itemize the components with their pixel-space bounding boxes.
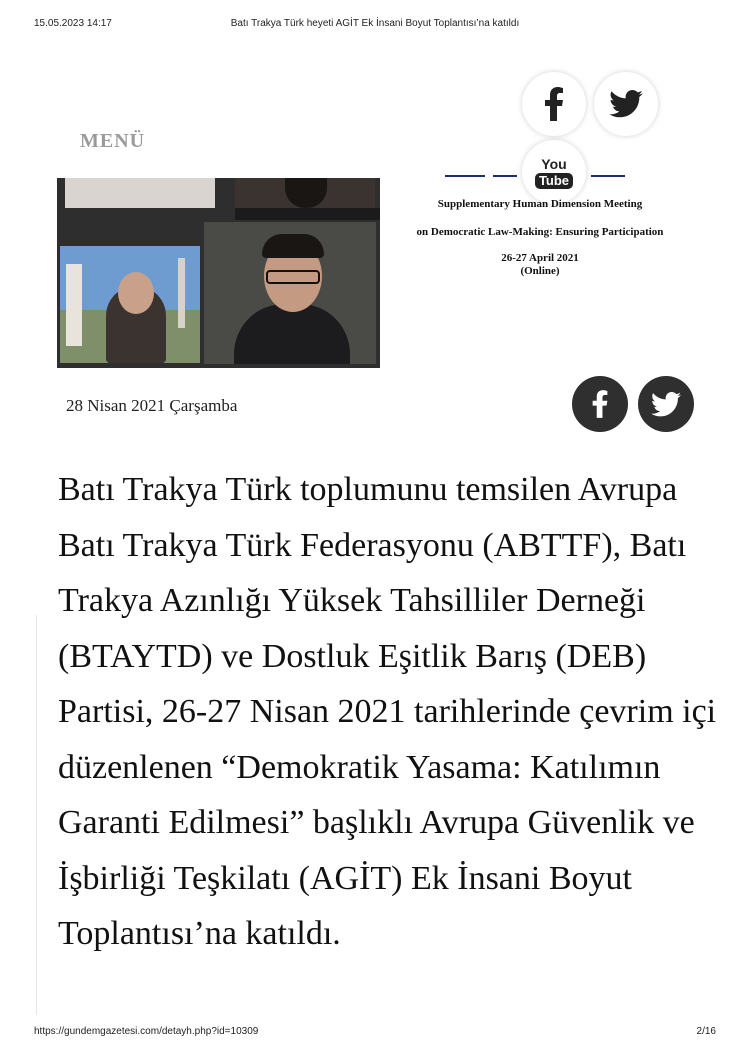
print-title: Batı Trakya Türk heyeti AGİT Ek İnsani Boyut Toplantısı’na katıldı (230, 18, 520, 29)
article-photo (57, 178, 380, 368)
facebook-icon (543, 87, 565, 121)
menu-link[interactable]: MENÜ (80, 130, 146, 152)
print-header (34, 18, 716, 32)
share-facebook-button[interactable] (572, 376, 628, 432)
conference-title (405, 194, 675, 242)
header-facebook-link[interactable] (522, 72, 586, 136)
video-tile-participant (60, 246, 200, 363)
print-url: https://gundemgazetesi.com/detayh.php?id=10309 (34, 1026, 259, 1037)
header-twitter-link[interactable] (594, 72, 658, 136)
article-date: 28 Nisan 2021 Çarşamba (66, 396, 238, 415)
print-date: 15.05.2023 14:17 (34, 18, 112, 29)
twitter-icon (609, 90, 643, 118)
divider (36, 615, 37, 1015)
conference-title-line2: on Democratic Law-Making: Ensuring Participation (416, 226, 664, 238)
conference-date (405, 252, 675, 278)
video-tile-participant (235, 178, 375, 208)
conference-lines (445, 175, 625, 178)
conference-dates: 26-27 April 2021 (501, 252, 579, 264)
print-page-number: 2/16 (696, 1026, 716, 1037)
video-tile-participant (204, 222, 376, 364)
video-call-toolbar (235, 208, 380, 220)
video-tile-participant (65, 178, 215, 208)
share-twitter-button[interactable] (638, 376, 694, 432)
article-body: Batı Trakya Türk toplumunu temsilen Avrupa Batı Trakya Türk Federasyonu (ABTTF), Batı Trakya Azınlığı Yüksek Tahsilliler Derneği (BTAYTD) ve Dostluk Eşitlik Barış (DEB) Partisi, 26-27 Nisan 2021 tarihlerinde çevrim içi düzenlenen “Demokratik Yasama: Katılımın Garanti Edilmesi” başlıklı Avrupa Güvenlik ve İşbirliği Teşkilatı (AGİT) Ek İnsani Boyut Toplantısı’na katıldı. (58, 471, 717, 952)
youtube-icon (535, 156, 573, 189)
facebook-icon (591, 389, 609, 419)
twitter-icon (651, 392, 681, 417)
youtube-you-text: You (541, 155, 567, 172)
conference-title-line1: Supplementary Human Dimension Meeting (437, 198, 643, 210)
print-footer (34, 1026, 716, 1040)
conference-mode: (Online) (520, 265, 560, 277)
youtube-tube-text: Tube (535, 173, 573, 189)
